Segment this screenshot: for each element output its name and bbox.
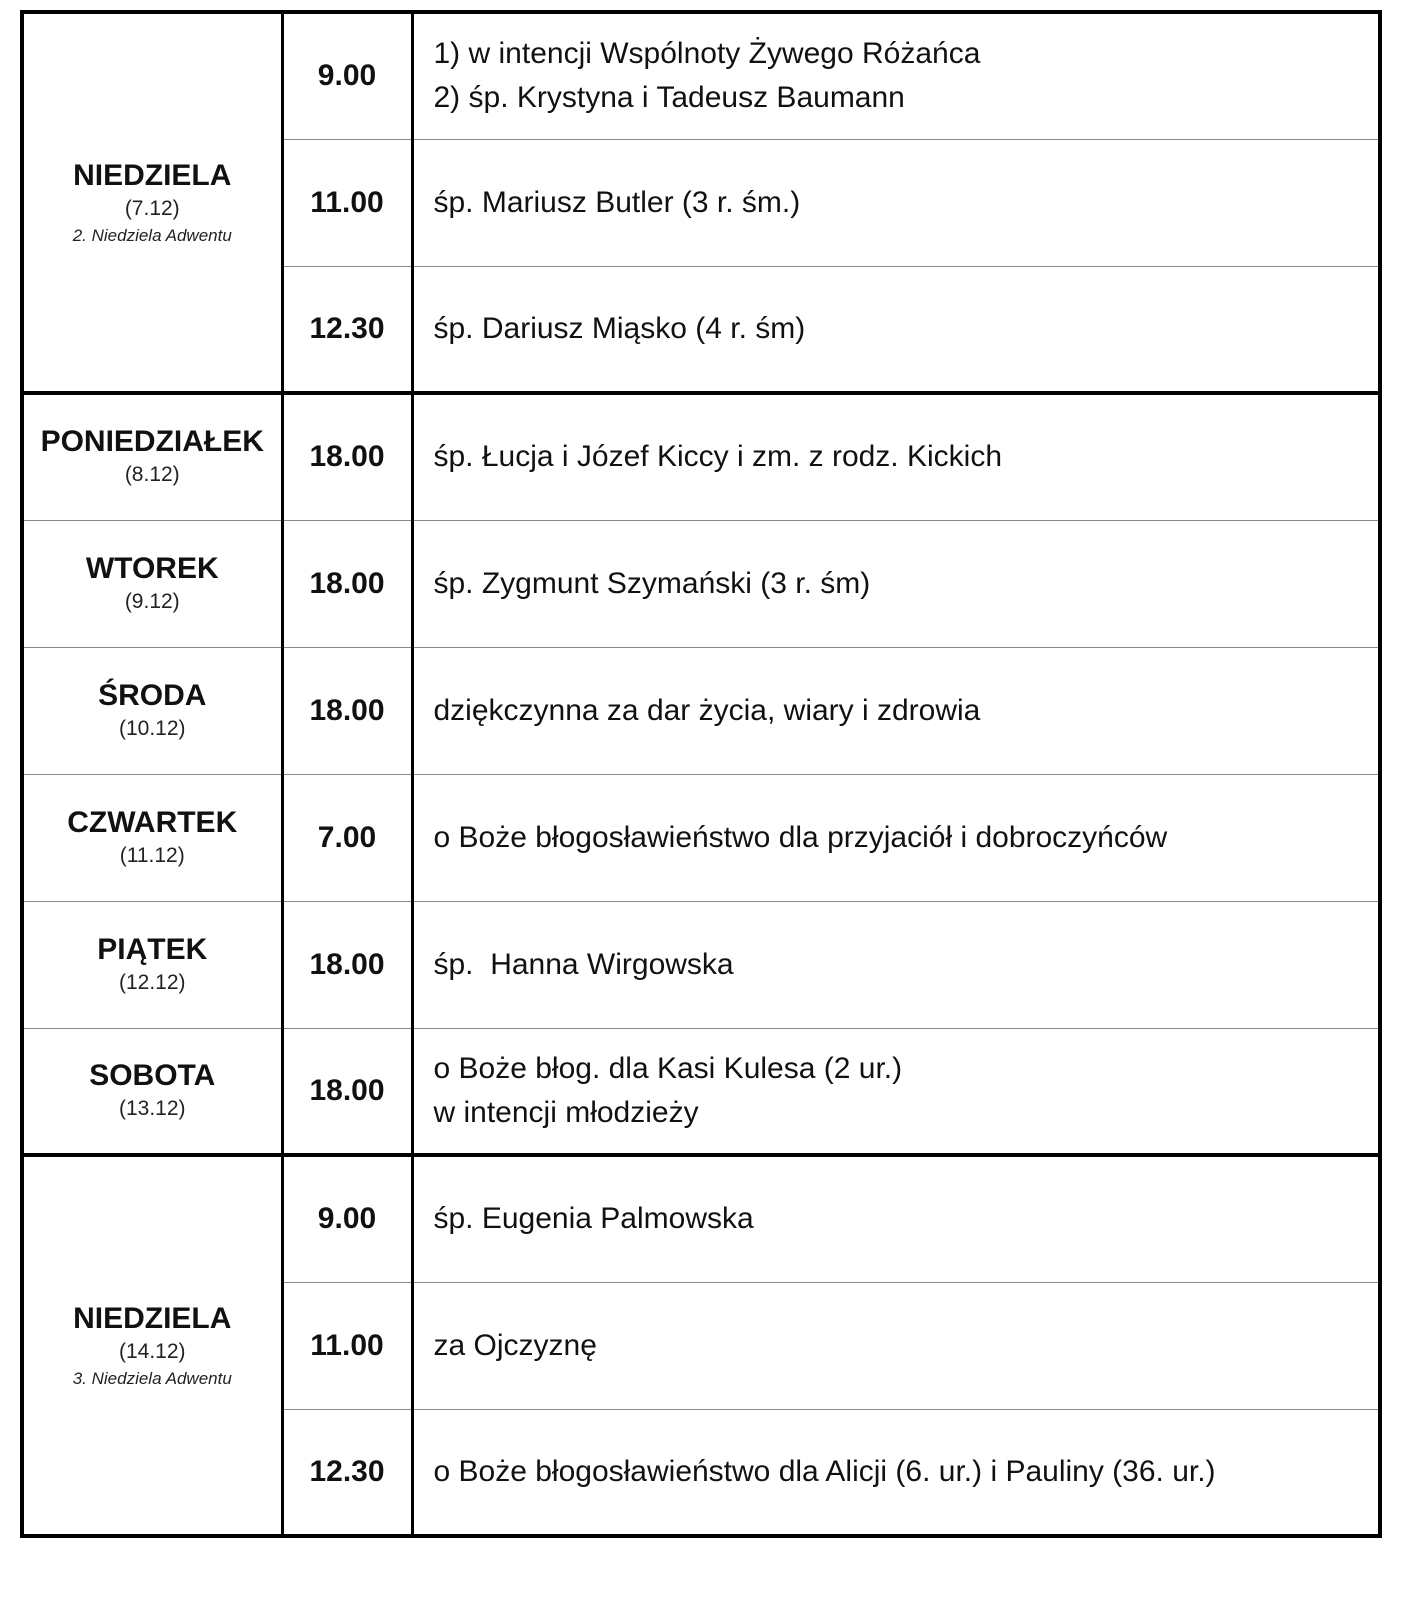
mass-time: 9.00 bbox=[282, 12, 412, 139]
table-row bbox=[22, 393, 1380, 520]
day-date: (8.12) bbox=[124, 463, 180, 487]
day-date: (7.12) bbox=[124, 196, 180, 220]
table-row bbox=[22, 12, 1380, 139]
intention-cell bbox=[412, 139, 1380, 266]
mass-time: 18.00 bbox=[282, 647, 412, 774]
day-name: WTOREK bbox=[85, 551, 219, 585]
table-row bbox=[22, 1155, 1380, 1282]
mass-time: 18.00 bbox=[282, 393, 412, 520]
day-cell bbox=[22, 520, 282, 647]
table-row bbox=[22, 1028, 1380, 1155]
intention-cell bbox=[412, 1155, 1380, 1282]
day-name: CZWARTEK bbox=[67, 805, 238, 839]
intention-cell bbox=[412, 12, 1380, 139]
intention-text: śp. Dariusz Miąsko (4 r. śm) bbox=[433, 311, 806, 345]
mass-time: 12.30 bbox=[282, 1409, 412, 1536]
intention-text: śp. Zygmunt Szymański (3 r. śm) bbox=[433, 566, 871, 600]
day-cell bbox=[22, 393, 282, 520]
table-row bbox=[22, 774, 1380, 901]
intention-cell bbox=[412, 393, 1380, 520]
intention-text: śp. Hanna Wirgowska bbox=[433, 947, 734, 981]
intention-cell bbox=[412, 1409, 1380, 1536]
day-cell bbox=[22, 12, 282, 393]
mass-intentions-table bbox=[20, 10, 1382, 1538]
day-cell bbox=[22, 1028, 282, 1155]
day-name: NIEDZIELA bbox=[73, 158, 232, 192]
intention-cell bbox=[412, 901, 1380, 1028]
mass-time: 11.00 bbox=[282, 139, 412, 266]
day-date: (13.12) bbox=[118, 1096, 186, 1120]
day-date: (14.12) bbox=[118, 1339, 186, 1363]
day-cell bbox=[22, 774, 282, 901]
day-name: NIEDZIELA bbox=[73, 1301, 232, 1335]
table-row bbox=[22, 520, 1380, 647]
day-name: SOBOTA bbox=[89, 1058, 216, 1092]
intention-text: śp. Łucja i Józef Kiccy i zm. z rodz. Kickich bbox=[433, 440, 1003, 474]
intention-text: dziękczynna za dar życia, wiary i zdrowia bbox=[433, 693, 981, 727]
table-row bbox=[22, 647, 1380, 774]
intention-text: o Boże błog. dla Kasi Kulesa (2 ur.) bbox=[433, 1051, 903, 1085]
day-date: (10.12) bbox=[118, 716, 186, 740]
intention-text: o Boże błogosławieństwo dla Alicji (6. ur.) i Pauliny (36. ur.) bbox=[433, 1454, 1216, 1488]
intention-text: w intencji młodzieży bbox=[433, 1095, 699, 1129]
mass-time: 18.00 bbox=[282, 1028, 412, 1155]
day-cell bbox=[22, 647, 282, 774]
mass-time: 11.00 bbox=[282, 1282, 412, 1409]
day-date: (11.12) bbox=[119, 843, 185, 867]
mass-time: 12.30 bbox=[282, 266, 412, 393]
intention-cell bbox=[412, 266, 1380, 393]
day-name: PIĄTEK bbox=[97, 932, 208, 966]
intention-cell bbox=[412, 774, 1380, 901]
intention-text: o Boże błogosławieństwo dla przyjaciół i dobroczyńców bbox=[433, 820, 1168, 854]
day-note: 3. Niedziela Adwentu bbox=[72, 1368, 232, 1388]
table-row bbox=[22, 901, 1380, 1028]
intention-cell bbox=[412, 520, 1380, 647]
intention-text: śp. Mariusz Butler (3 r. śm.) bbox=[433, 185, 801, 219]
intention-text: 2) śp. Krystyna i Tadeusz Baumann bbox=[433, 81, 905, 115]
mass-time: 18.00 bbox=[282, 901, 412, 1028]
day-cell bbox=[22, 901, 282, 1028]
intention-text: śp. Eugenia Palmowska bbox=[433, 1202, 754, 1236]
intention-text: za Ojczyznę bbox=[433, 1328, 597, 1362]
day-date: (9.12) bbox=[124, 589, 180, 613]
intention-cell bbox=[412, 647, 1380, 774]
day-name: ŚRODA bbox=[98, 678, 207, 712]
mass-time: 9.00 bbox=[282, 1155, 412, 1282]
mass-time: 18.00 bbox=[282, 520, 412, 647]
intention-text: 1) w intencji Wspólnoty Żywego Różańca bbox=[433, 37, 981, 71]
day-name: PONIEDZIAŁEK bbox=[40, 425, 264, 459]
day-date: (12.12) bbox=[118, 970, 186, 994]
mass-time: 7.00 bbox=[282, 774, 412, 901]
day-cell bbox=[22, 1155, 282, 1536]
intention-cell bbox=[412, 1028, 1380, 1155]
day-note: 2. Niedziela Adwentu bbox=[72, 225, 232, 245]
intention-cell bbox=[412, 1282, 1380, 1409]
